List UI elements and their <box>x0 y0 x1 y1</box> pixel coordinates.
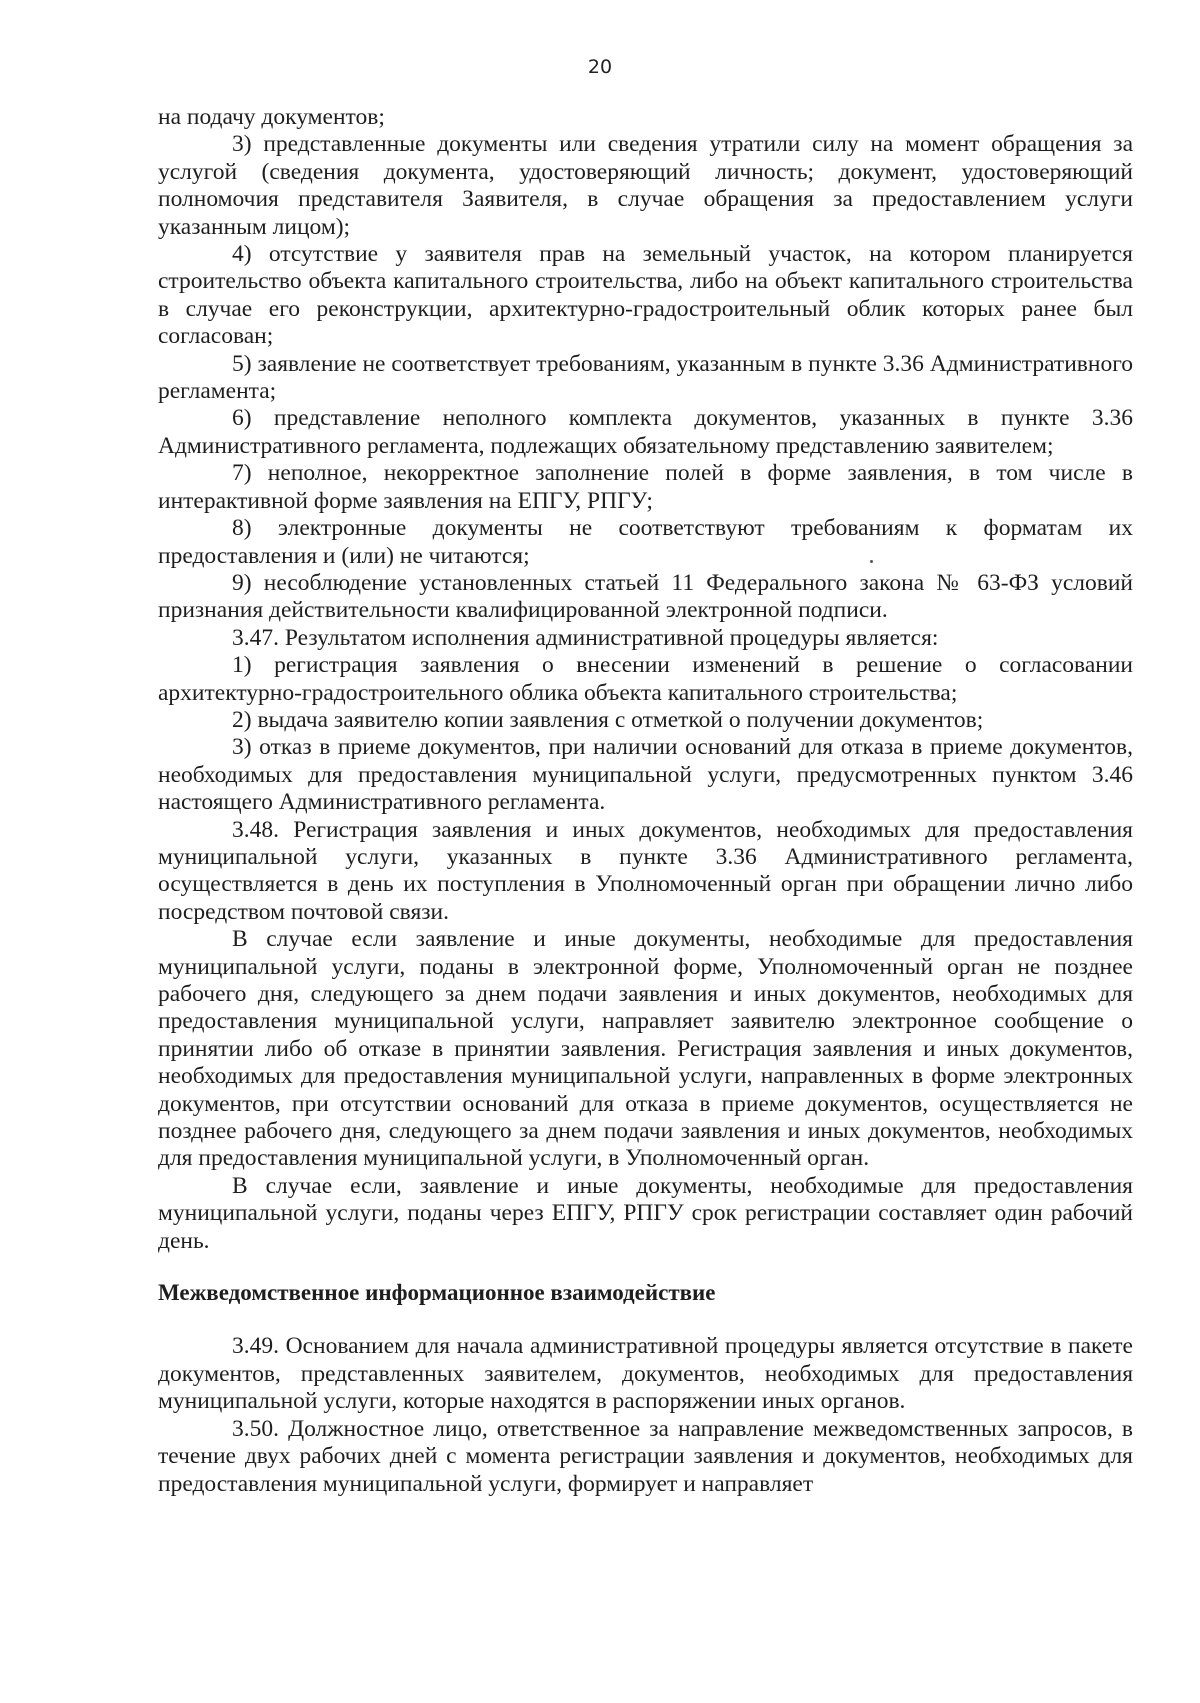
section-heading: Межведомственное информационное взаимодействие <box>158 1280 716 1306</box>
clause-3-48: 3.48. Регистрация заявления и иных документов, необходимых для предоставления муниципальной услуги, указанных в пункте 3.36 Административного регламента, осуществляется в день их поступления в Уполномоченный орган при обращении лично либо посредством почтовой связи. <box>158 816 1133 925</box>
clause-3-49: 3.49. Основанием для начала административной процедуры является отсутствие в пакете документов, представленных заявителем, документов, необходимых для предоставления муниципальной услуги, которые находятся в распоряжении иных органов. <box>158 1333 1133 1415</box>
list-item-7: 7) неполное, некорректное заполнение полей в форме заявления, в том числе в интерактивной форме заявления на ЕПГУ, РПГУ; <box>158 460 1133 514</box>
paragraph-continuation: на подачу документов; <box>158 104 385 130</box>
list-item-8: 8) электронные документы не соответствуют требованиям к форматам их предоставления и (или) не читаются; <box>158 515 1133 569</box>
list-item-6: 6) представление неполного комплекта документов, указанных в пункте 3.36 Административного регламента, подлежащих обязательному представлению заявителем; <box>158 405 1133 459</box>
paragraph-electronic-form: В случае если заявление и иные документы, необходимые для предоставления муниципальной услуги, поданы в электронной форме, Уполномоченный орган не позднее рабочего дня, следующего за днем подачи заявления и иных документов, необходимых для предоставления муниципальной услуги, направляет заявителю электронное сообщение о принятии либо об отказе в принятии заявления. Регистрация заявления и иных документов, необходимых для предоставления муниципальной услуги, направленных в форме электронных документов, при отсутствии оснований для отказа в приеме документов, осуществляется не позднее рабочего дня, следующего за днем подачи заявления и иных документов, необходимых для предоставления муниципальной услуги, в Уполномоченный орган. <box>158 926 1133 1172</box>
result-item-1: 1) регистрация заявления о внесении изменений в решение о согласовании архитектурно-градостроительного облика объекта капитального строительства; <box>158 652 1133 706</box>
page-number: 20 <box>587 56 613 78</box>
result-item-3: 3) отказ в приеме документов, при наличии оснований для отказа в приеме документов, необходимых для предоставления муниципальной услуги, предусмотренных пунктом 3.46 настоящего Административного регламента. <box>158 734 1133 816</box>
list-item-5: 5) заявление не соответствует требованиям, указанным в пункте 3.36 Административного регламента; <box>158 350 1133 405</box>
list-item-4: 4) отсутствие у заявителя прав на земельный участок, на котором планируется строительство объекта капитального строительства, либо на объект капитального строительства в случае его реконструкции, архитектурно-градостроительный облик которых ранее был согласован; <box>158 241 1133 350</box>
clause-3-50: 3.50. Должностное лицо, ответственное за направление межведомственных запросов, в течение двух рабочих дней с момента регистрации заявления и документов, необходимых для предоставления муниципальной услуги, формирует и направляет <box>158 1415 1133 1497</box>
list-item-3: 3) представленные документы или сведения утратили силу на момент обращения за услугой (сведения документа, удостоверяющий личность; документ, удостоверяющий полномочия представителя Заявителя, в случае обращения за предоставлением услуги указанным лицом); <box>158 131 1133 240</box>
list-item-9: 9) несоблюдение установленных статьей 11 Федерального закона № 63-ФЗ условий признания действительности квалифицированной электронной подписи. <box>158 569 1133 624</box>
document-body <box>158 104 1133 1498</box>
scan-speck <box>870 560 873 563</box>
paragraph-epgu-rpgu: В случае если, заявление и иные документы, необходимые для предоставления муниципальной услуги, поданы через ЕПГУ, РПГУ срок регистрации составляет один рабочий день. <box>158 1172 1133 1254</box>
clause-3-47: 3.47. Результатом исполнения административной процедуры является: <box>232 624 939 651</box>
result-item-2: 2) выдача заявителю копии заявления с отметкой о получении документов; <box>232 706 984 733</box>
